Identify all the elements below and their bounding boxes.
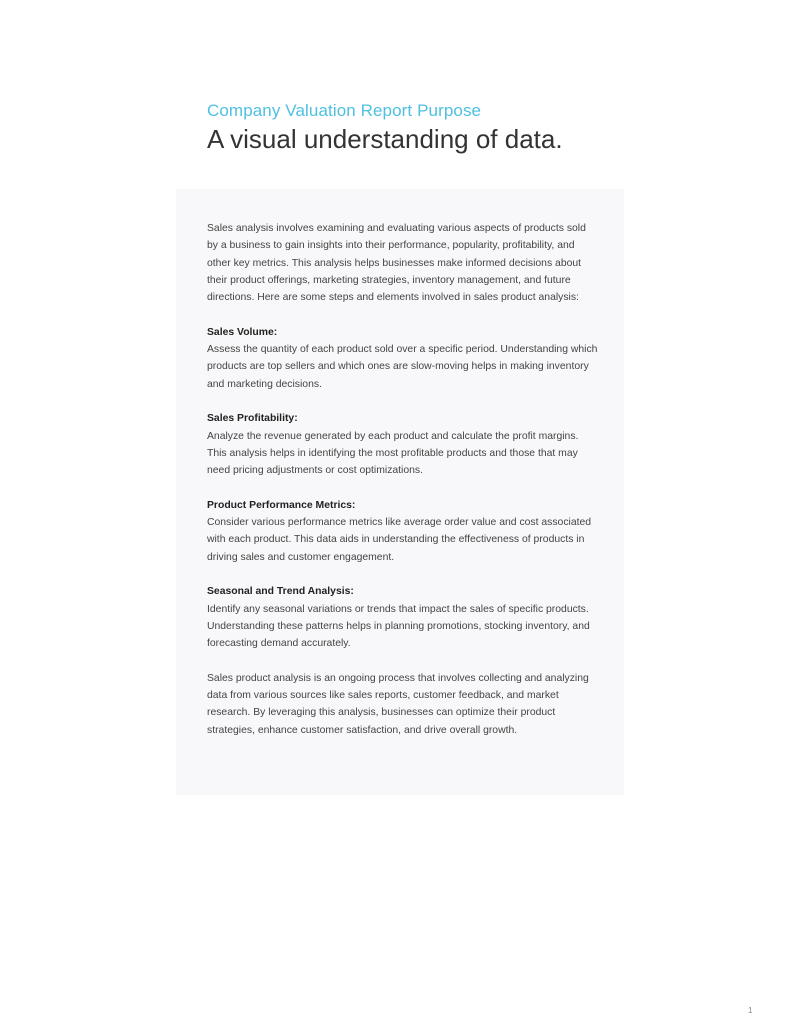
section-body: Identify any seasonal variations or trends that impact the sales of specific products. Understanding these patterns helps in planning promotions, stocking inventory, and forecasting demand accurately. (207, 603, 590, 650)
section-heading: Seasonal and Trend Analysis: (207, 586, 354, 598)
conclusion-paragraph: Sales product analysis is an ongoing process that involves collecting and analyzing data from various sources like sales reports, customer feedback, and market research. By leveraging this analysis, businesses can optimize their product strategies, enhance customer satisfaction, and drive overall growth. (207, 672, 589, 736)
intro-paragraph: Sales analysis involves examining and evaluating various aspects of products sold by a business to gain insights into their performance, popularity, profitability, and other key metrics. This analysis helps businesses make informed decisions about their product offerings, marketing strategies, inventory management, and future directions. Here are some steps and elements involved in sales product analysis: (207, 223, 586, 304)
content-body (207, 220, 599, 756)
page-number: 1 (748, 1006, 753, 1015)
section-sales-volume (207, 324, 599, 393)
section-heading: Sales Volume: (207, 326, 278, 338)
page-title: A visual understanding of data. (207, 124, 563, 154)
section-seasonal-trend (207, 583, 599, 652)
section-body: Consider various performance metrics like average order value and cost associated with each product. This data aids in understanding the effectiveness of products in driving sales and customer engagement. (207, 517, 592, 563)
section-sales-profitability (207, 410, 599, 479)
section-heading: Product Performance Metrics: (207, 499, 356, 511)
section-body: Analyze the revenue generated by each product and calculate the profit margins. This analysis helps in identifying the most profitable products and those that may need pricing adjustments or cost optimizations. (207, 430, 579, 477)
section-product-performance (207, 497, 599, 566)
section-heading: Sales Profitability: (207, 413, 298, 425)
report-subtitle: Company Valuation Report Purpose (207, 101, 482, 120)
section-body: Assess the quantity of each product sold over a specific period. Understanding which products are top sellers and which ones are slow-moving helps in making inventory and marketing decisions. (207, 344, 598, 390)
